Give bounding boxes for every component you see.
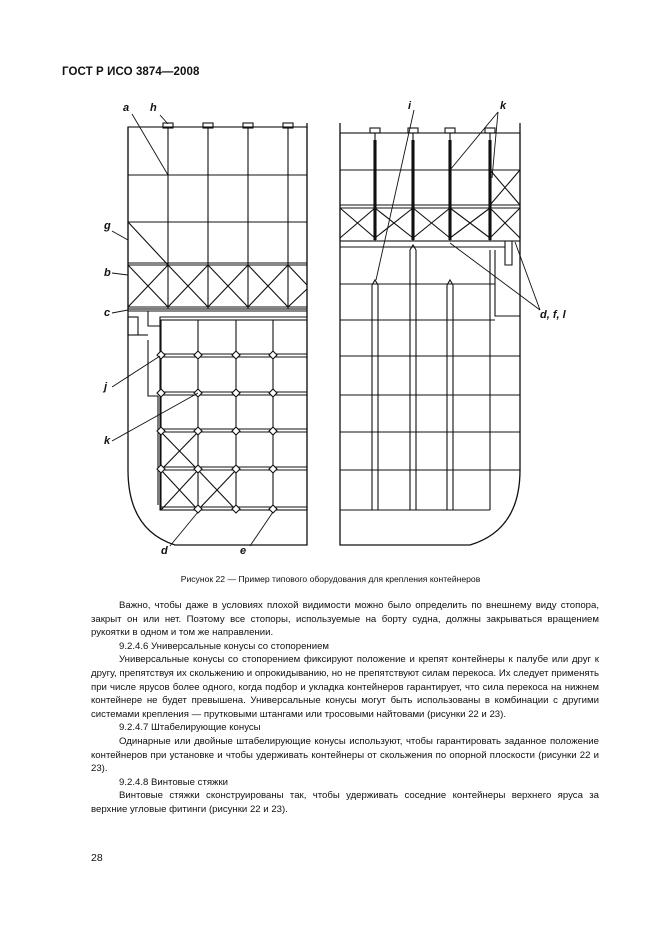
label-a: a [123,102,130,114]
label-b: b [104,267,111,279]
page-number: 28 [91,852,103,864]
label-d: d [161,545,168,557]
paragraph: Одинарные или двойные штабелирующие конусы используют, чтобы гарантировать заданное положение контейнеров при установке и чтобы удерживать контейнеры от скольжения по опорной плоскости (рисунки 22 и 23). [91,735,599,775]
label-j: j [104,381,108,393]
label-i: i [408,100,412,112]
body-text [91,599,599,817]
paragraph: Важно, чтобы даже в условиях плохой видимости можно было определить по внешнему виду стопора, закрыт он или нет. Поэтому все стопоры, используемые на борту судна, должны закрываться вращением рукоятки в одном и том же направлении. [91,600,599,639]
section-heading: 9.2.4.8 Винтовые стяжки [119,776,229,788]
section-heading: 9.2.4.7 Штабелирующие конусы [119,722,261,734]
label-k-left: k [104,435,111,447]
label-h: h [150,102,157,114]
label-c: c [104,307,111,319]
label-g: g [104,220,111,232]
paragraph: Универсальные конусы со стопорением фиксируют положение и крепят контейнеры к палубе или друг к другу, препятствуя их скольжению и опрокидыванию, но не препятствуют силам перекоса. Их следует применять при числе ярусов более одного, когда подбор и укладка контейнеров гарантирует, что сила перекоса на нижнем контейнере не будет превышена. Универсальные конусы могут быть использованы в комбинации с другими системами крепления — прутковыми штангами или тросовыми найтовами (рисунки 22 и 23). [91,654,599,720]
label-e: e [240,545,247,557]
label-k-right: k [500,100,507,112]
label-dfl: d, f, l [540,309,566,321]
section-heading: 9.2.4.6 Универсальные конусы со стопорением [119,640,330,652]
figure-caption: Рисунок 22 — Пример типового оборудования для крепления контейнеров [180,574,481,584]
document-header: ГОСТ Р ИСО 3874—2008 [62,66,200,78]
paragraph: Винтовые стяжки сконструированы так, чтобы удерживать соседние контейнеры верхнего яруса за верхние угловые фитинги (рисунки 22 и 23). [91,790,599,815]
